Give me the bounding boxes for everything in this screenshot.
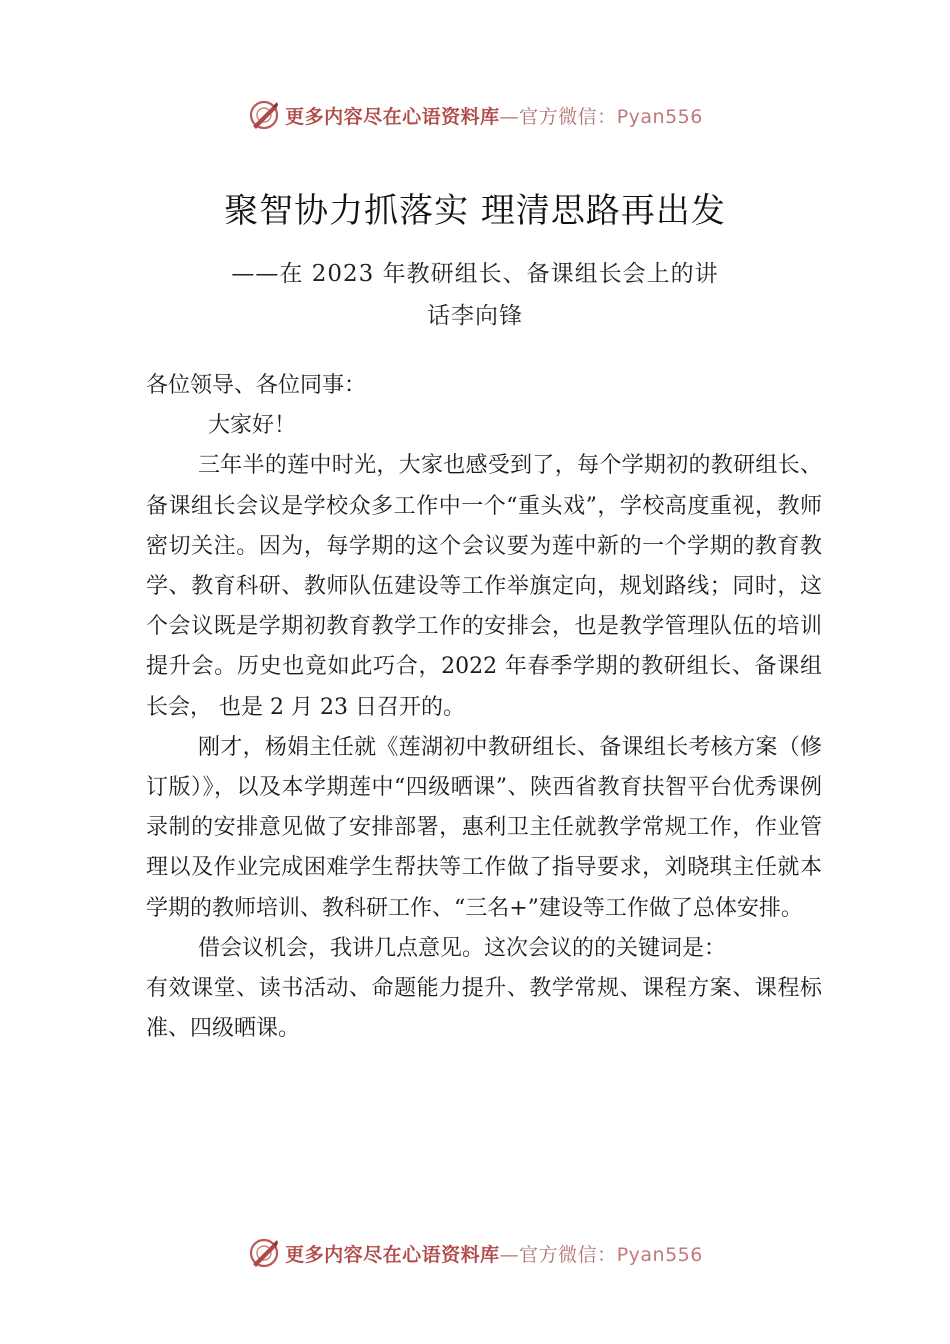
keywords-line: 有效课堂、读书活动、命题能力提升、教学常规、课程方案、课程标准、四级晒课。 <box>146 976 822 1042</box>
salutation: 各位领导、各位同事： <box>146 373 367 398</box>
banner-wechat-id: Pyan556 <box>616 105 703 128</box>
banner-official-label: —官方微信： <box>499 1243 617 1266</box>
banner-library-name: 更多内容尽在心语资料库 <box>285 105 500 128</box>
pen-circle-logo-icon <box>247 1236 281 1270</box>
footer-banner <box>0 1233 950 1273</box>
greeting: 大家好！ <box>208 413 297 439</box>
banner-text <box>285 102 703 129</box>
banner-text <box>285 1240 703 1267</box>
banner-official-label: —官方微信： <box>499 105 617 128</box>
paragraph: 借会议机会，我讲几点意见。这次会议的的关键词是： <box>198 935 727 961</box>
subtitle-line-2: 话李向锋 <box>427 303 523 329</box>
document-body <box>146 366 822 1049</box>
document-subtitle <box>0 253 950 337</box>
document-title: 聚智协力抓落实 理清思路再出发 <box>224 191 726 231</box>
banner-wechat-id: Pyan556 <box>616 1243 703 1266</box>
banner-library-name: 更多内容尽在心语资料库 <box>285 1243 500 1266</box>
paragraph: 三年半的莲中时光，大家也感受到了，每个学期初的教研组长、备课组长会议是学校众多工作中一个“重头戏”，学校高度重视，教师密切关注。因为，每学期的这个会议要为莲中新的一个学期的教育教学、教育科研、教师队伍建设等工作举旗定向，规划路线；同时，这个会议既是学期初教育教学工作的安排会，也是教学管理队伍的培训提升会。历史也竟如此巧合，2022 年春季学期的教研组长、备课组长会， 也是 2 月 23 日召开的。 <box>146 453 822 720</box>
header-banner <box>0 95 950 135</box>
pen-circle-logo-icon <box>247 98 281 132</box>
paragraph: 刚才，杨娟主任就《莲湖初中教研组长、备课组长考核方案（修订版）》，以及本学期莲中“四级晒课”、陕西省教育扶智平台优秀课例录制的安排意见做了安排部署，惠利卫主任就教学常规工作，作业管理以及作业完成困难学生帮扶等工作做了指导要求，刘晓琪主任就本学期的教师培训、教科研工作、“三名+”建设等工作做了总体安排。 <box>146 734 822 921</box>
subtitle-line-1: ——在 2023 年教研组长、备课组长会上的讲 <box>231 261 719 287</box>
